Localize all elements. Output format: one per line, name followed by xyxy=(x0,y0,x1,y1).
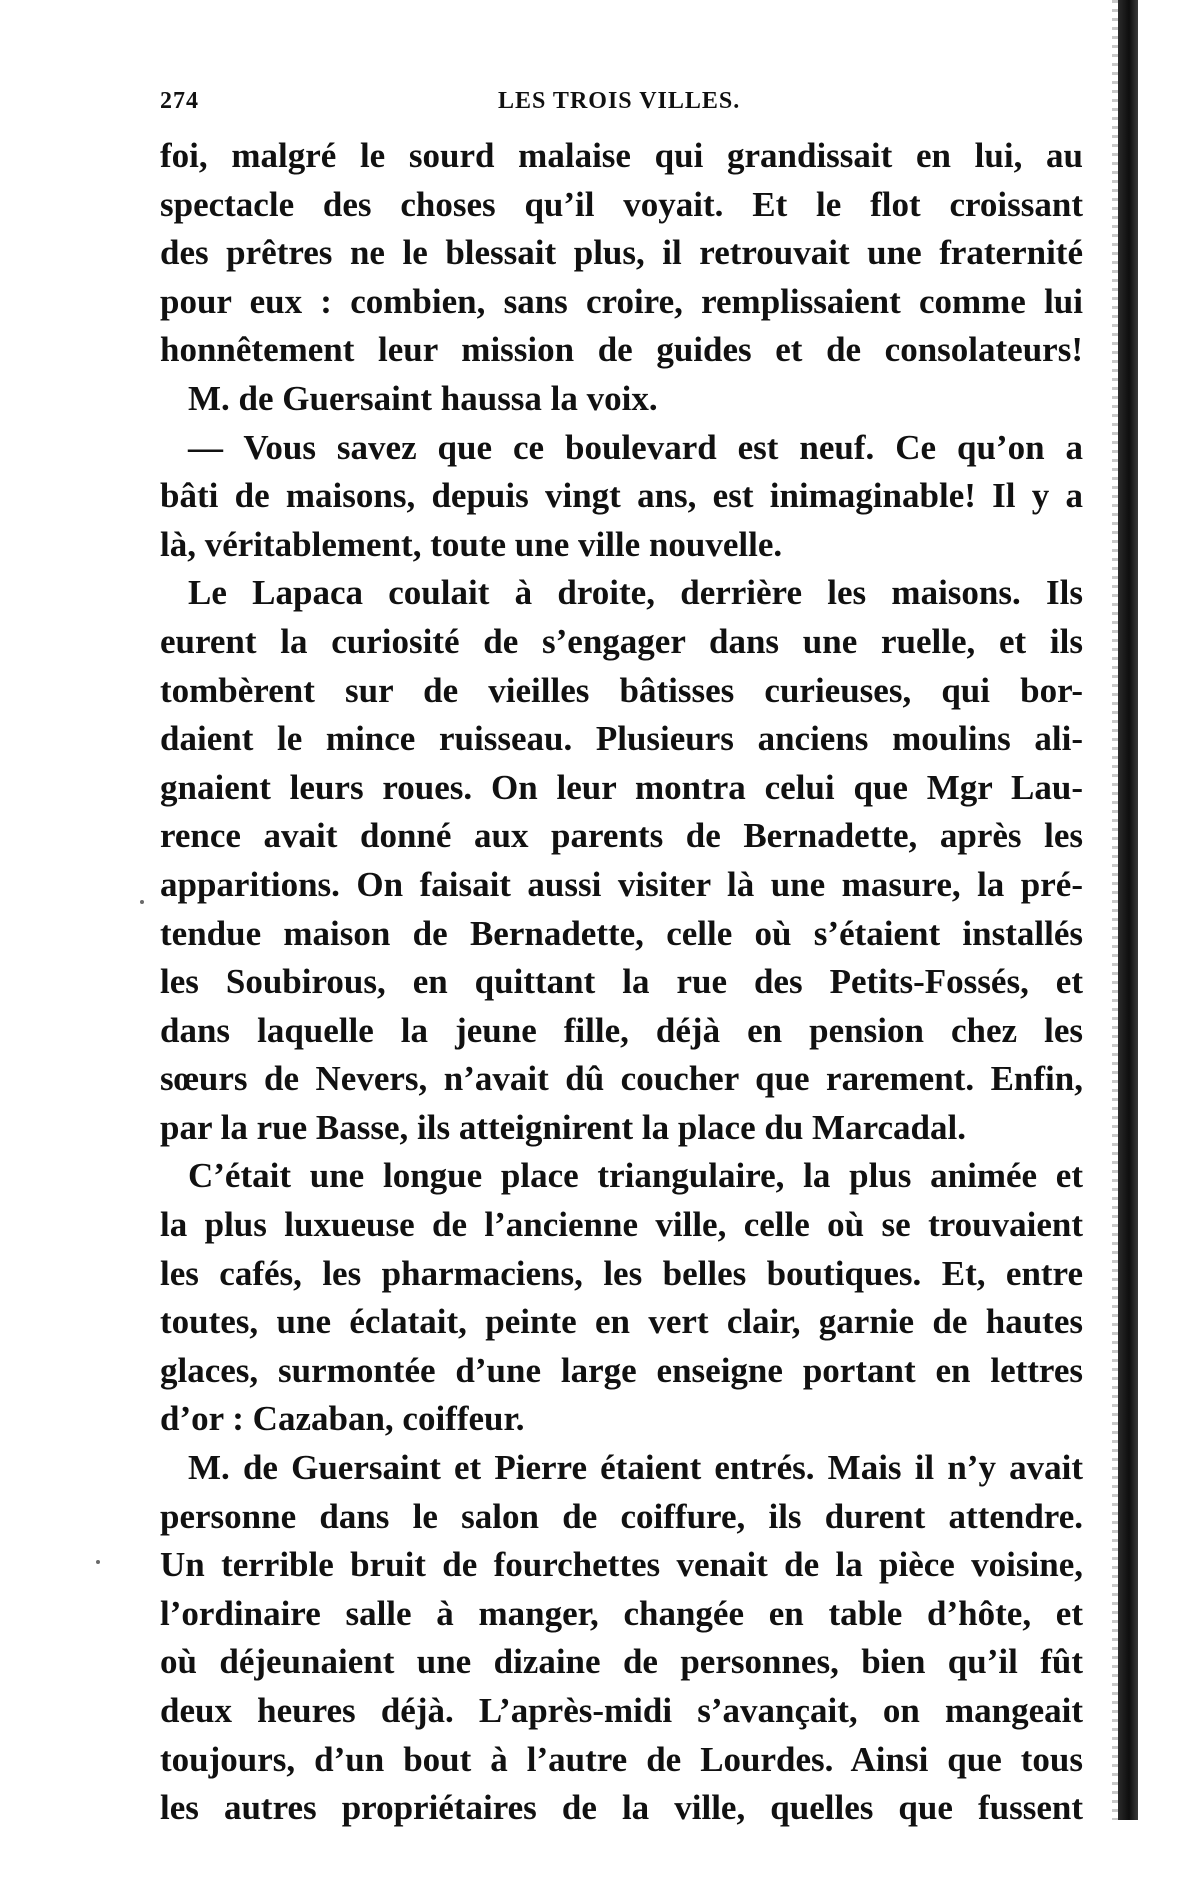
text-line: la plus luxueuse de l’ancienne ville, celle où se trouvaient xyxy=(160,1205,1083,1245)
text-line: des prêtres ne le blessait plus, il retrouvait une fraternité xyxy=(160,233,1083,273)
text-line: honnêtement leur mission de guides et de consolateurs! xyxy=(160,330,1083,370)
text-line: où déjeunaient une dizaine de personnes, bien qu’il fût xyxy=(160,1642,1083,1682)
text-line: l’ordinaire salle à manger, changée en table d’hôte, et xyxy=(160,1593,1083,1633)
text-line: daient le mince ruisseau. Plusieurs anciens moulins ali- xyxy=(160,719,1083,759)
page-header xyxy=(160,88,1060,128)
text-line: les cafés, les pharmaciens, les belles boutiques. Et, entre xyxy=(160,1253,1083,1293)
text-line: d’or : Cazaban, coiffeur. xyxy=(160,1399,525,1439)
text-line: spectacle des choses qu’il voyait. Et le flot croissant xyxy=(160,184,1083,224)
text-line: — Vous savez que ce boulevard est neuf. Ce qu’on a xyxy=(188,427,1083,467)
page-number: 274 xyxy=(160,88,199,114)
text-line: gnaient leurs roues. On leur montra celui que Mgr Lau- xyxy=(160,767,1083,807)
text-line: Le Lapaca coulait à droite, derrière les maisons. Ils xyxy=(188,573,1083,613)
text-line: toujours, d’un bout à l’autre de Lourdes. Ainsi que tous xyxy=(160,1739,1083,1779)
text-line: pour eux : combien, sans croire, remplissaient comme lui xyxy=(160,281,1083,321)
running-title: LES TROIS VILLES. xyxy=(498,88,741,114)
text-line: personne dans le salon de coiffure, ils durent attendre. xyxy=(160,1496,1083,1536)
text-line: les Soubirous, en quittant la rue des Petits-Fossés, et xyxy=(160,962,1083,1002)
paper-speck xyxy=(140,900,144,904)
text-line: C’était une longue place triangulaire, la plus animée et xyxy=(188,1156,1083,1196)
text-line: dans laquelle la jeune fille, déjà en pension chez les xyxy=(160,1010,1083,1050)
text-line: apparitions. On faisait aussi visiter là une masure, la pré- xyxy=(160,864,1083,904)
text-line: foi, malgré le sourd malaise qui grandissait en lui, au xyxy=(160,136,1083,175)
text-line: M. de Guersaint haussa la voix. xyxy=(188,378,658,418)
text-line: bâti de maisons, depuis vingt ans, est inimaginable! Il y a xyxy=(160,476,1083,516)
text-line: eurent la curiosité de s’engager dans une ruelle, et ils xyxy=(160,621,1083,661)
text-line: Un terrible bruit de fourchettes venait de la pièce voisine, xyxy=(160,1545,1083,1585)
text-line: deux heures déjà. L’après-midi s’avançait, on mangeait xyxy=(160,1691,1083,1730)
body-text xyxy=(160,132,1083,1833)
text-line: sœurs de Nevers, n’avait dû coucher que rarement. Enfin, xyxy=(160,1059,1083,1099)
text-line: par la rue Basse, ils atteignirent la place du Marcadal. xyxy=(160,1107,966,1147)
text-line: tendue maison de Bernadette, celle où s’étaient installés xyxy=(160,913,1083,953)
text-line: toutes, une éclatait, peinte en vert clair, garnie de hautes xyxy=(160,1302,1083,1342)
text-line: M. de Guersaint et Pierre étaient entrés. Mais il n’y avait xyxy=(188,1448,1083,1488)
text-line: rence avait donné aux parents de Bernadette, après les xyxy=(160,816,1083,856)
page-gutter-shadow xyxy=(1118,0,1138,1820)
text-line: là, véritablement, toute une ville nouvelle. xyxy=(160,524,783,564)
paper-speck xyxy=(96,1560,100,1564)
text-line: tombèrent sur de vieilles bâtisses curieuses, qui bor- xyxy=(160,670,1083,710)
text-line: les autres propriétaires de la ville, quelles que fussent xyxy=(160,1788,1083,1828)
text-line: glaces, surmontée d’une large enseigne portant en lettres xyxy=(160,1350,1083,1390)
